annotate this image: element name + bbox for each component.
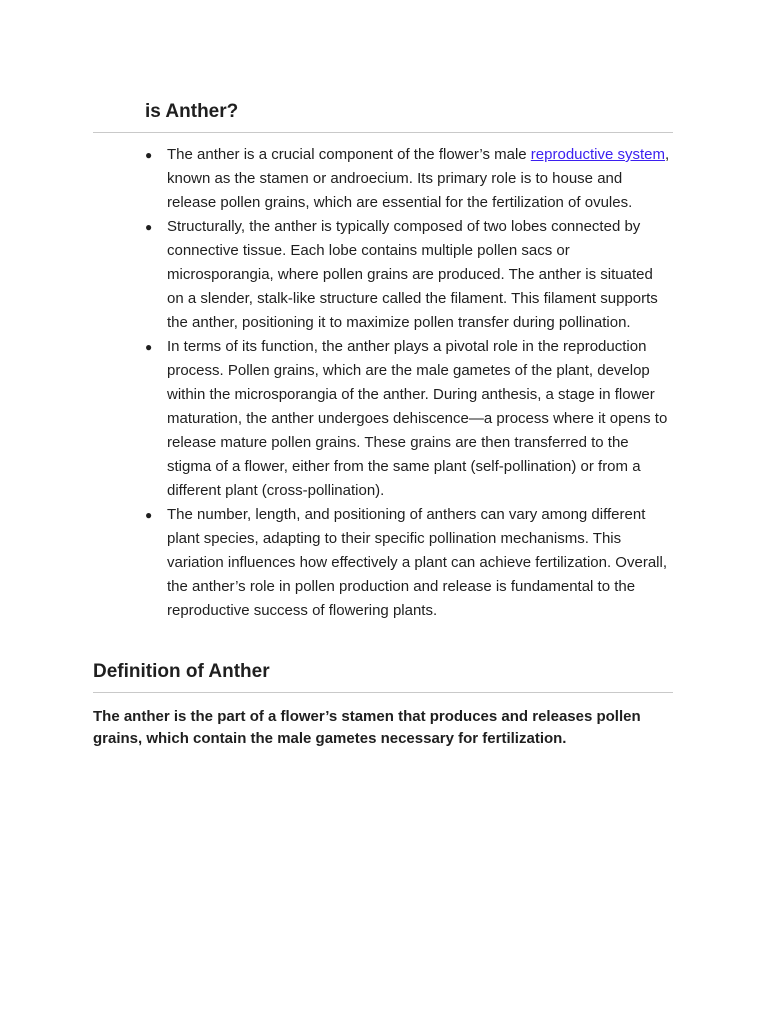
list-item-text: , known as the stamen or androecium. Its primary role is to house and release pollen grains, which are essential for the fertilization of ovules. (167, 146, 670, 211)
definition-text: The anther is the part of a flower’s stamen that produces and releases pollen grains, which contain the male gametes necessary for fertilization. (93, 708, 641, 747)
section-definition (93, 660, 673, 750)
list-item-text: Structurally, the anther is typically composed of two lobes connected by connective tissue. Each lobe contains multiple pollen sacs or microsporangia, where pollen grains are produced. The anther is situated on a slender, stalk-like structure called the filament. This filament supports the anther, positioning it to maximize pollen transfer during pollination. (167, 218, 658, 331)
list-item-text: The anther is a crucial component of the flower’s male (167, 146, 531, 163)
bullet-icon: ● (145, 148, 153, 162)
heading-divider (93, 132, 673, 133)
bullet-icon: ● (145, 508, 153, 522)
list-item-text: The number, length, and positioning of anthers can vary among different plant species, adapting to their specific pollination mechanisms. This variation influences how effectively a plant can achieve fertilization. Overall, the anther’s role in pollen production and release is fundamental to the reproductive success of flowering plants. (167, 506, 667, 619)
list-item (145, 335, 673, 503)
bullet-icon: ● (145, 220, 153, 234)
list-item (145, 143, 673, 215)
list-item (145, 503, 673, 623)
list-item (145, 215, 673, 335)
section-what-is-anther (93, 100, 673, 623)
list-item-text: In terms of its function, the anther plays a pivotal role in the reproduction process. Pollen grains, which are the male gametes of the plant, develop within the microsporangia of the anther. During anthesis, a stage in flower maturation, the anther undergoes dehiscence—a process where it opens to release mature pollen grains. These grains are then transferred to the stigma of a flower, either from the same plant (self-pollination) or from a different plant (cross-pollination). (167, 338, 668, 499)
reproductive-system-link[interactable]: reproductive system (530, 146, 666, 163)
heading-divider (93, 692, 673, 693)
anther-bullet-list (93, 143, 673, 623)
bullet-icon: ● (145, 340, 153, 354)
section-heading: is Anther? (145, 101, 239, 122)
section-heading: Definition of Anther (93, 661, 270, 682)
